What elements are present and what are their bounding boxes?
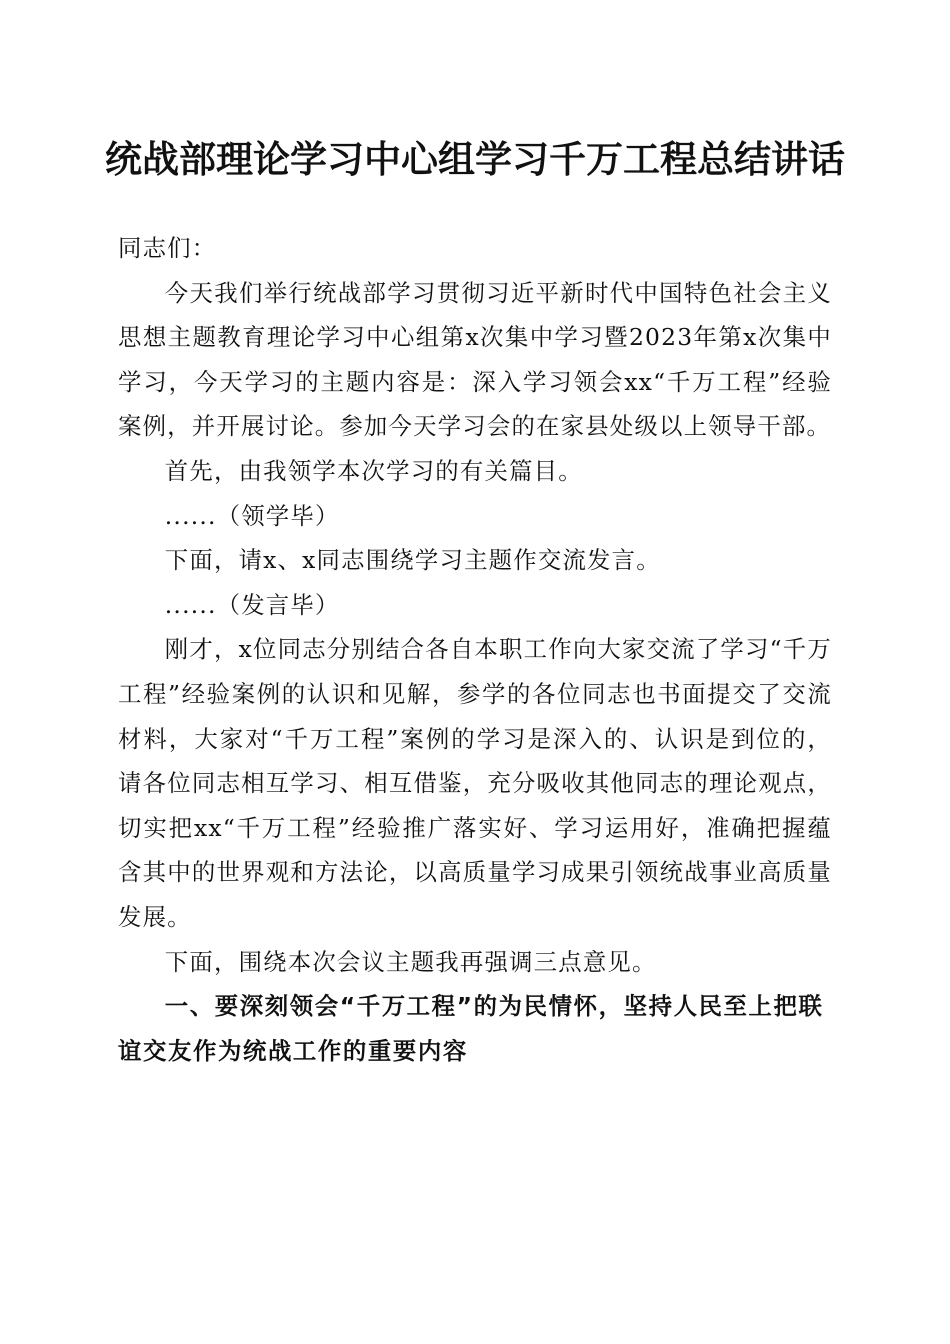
salutation: 同志们： bbox=[118, 234, 217, 262]
document-body bbox=[118, 226, 832, 1073]
paragraph-speeches-done: ......（发言毕） bbox=[164, 590, 340, 619]
paragraph-intro: 今天我们举行统战部学习贯彻习近平新时代中国特色社会主义思想主题教育理论学习中心组第x次集中学习暨2023年第x次集中学习，今天学习的主题内容是：深入学习领会xx“千万工程”经验案例，并开展讨论。参加今天学习会的在家县处级以上领导干部。 bbox=[118, 278, 832, 441]
paragraph-speeches: 下面，请x、x同志围绕学习主题作交流发言。 bbox=[164, 546, 661, 575]
section-heading-1: 一、要深刻领会“千万工程”的为民情怀，坚持人民至上把联谊交友作为统战工作的重要内容 bbox=[118, 992, 824, 1065]
document-title: 统战部理论学习中心组学习千万工程总结讲话 bbox=[105, 138, 845, 181]
paragraph-emphasis: 下面，围绕本次会议主题我再强调三点意见。 bbox=[164, 947, 657, 976]
paragraph-summary: 刚才，x位同志分别结合各自本职工作向大家交流了学习“千万工程”经验案例的认识和见解，参学的各位同志也书面提交了交流材料，大家对“千万工程”案例的学习是深入的、认识是到位的，请各位同志相互学习、相互借鉴，充分吸收其他同志的理论观点，切实把xx“千万工程”经验推广落实好、学习运用好，准确把握蕴含其中的世界观和方法论，以高质量学习成果引领统战事业高质量发展。 bbox=[118, 635, 832, 931]
paragraph-lead-reading-done: ......（领学毕） bbox=[164, 501, 340, 530]
paragraph-lead-reading: 首先，由我领学本次学习的有关篇目。 bbox=[164, 456, 583, 485]
